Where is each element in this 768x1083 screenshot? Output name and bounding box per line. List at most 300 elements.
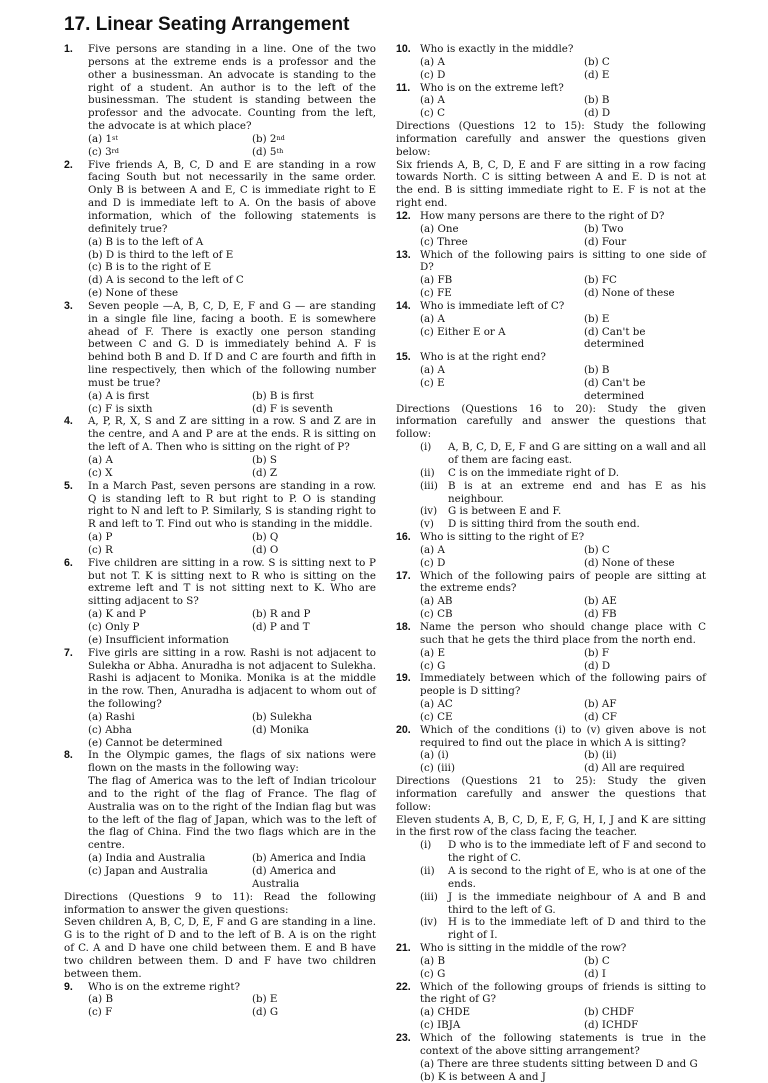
condition-text: J is the immediate neighbour of A and B and third to the left of G. (448, 891, 706, 916)
option-label: (c) 3 (88, 146, 112, 158)
question-number: 6. (64, 557, 73, 570)
option-label: (d) Monika (252, 724, 309, 736)
question-body: How many persons are there to the right of D? (420, 210, 664, 222)
answer-options (396, 313, 706, 352)
question-body: Which of the following pairs is sitting to one side of D? (420, 249, 706, 274)
option-label: (c) E (420, 377, 445, 389)
question-text (64, 480, 376, 531)
option-label: (d) E (584, 69, 609, 81)
condition-text: G is between E and F. (448, 505, 561, 517)
option-label: (d) I (584, 968, 606, 980)
question-number: 14. (396, 300, 411, 313)
question-number: 8. (64, 749, 73, 762)
answer-options (64, 133, 376, 159)
option-label: (c) R (88, 544, 113, 556)
option-label: (b) C (584, 955, 610, 967)
answer-option (584, 326, 706, 352)
option-label: (d) P and T (252, 621, 310, 633)
answer-option (420, 955, 584, 968)
answer-options (396, 56, 706, 82)
question-number: 20. (396, 724, 411, 737)
question-body: Who is sitting in the middle of the row? (420, 942, 626, 954)
answer-option (420, 107, 584, 120)
answer-option (252, 454, 376, 467)
option-label: (b) AE (584, 595, 617, 607)
question-text (64, 749, 376, 852)
question-number: 3. (64, 300, 73, 313)
question-body: Five friends A, B, C, D and E are standing in a row facing South but not necessarily in the same order. Only B is between A and E, C is immediate right to E and D is immediate left to A. On the basis of above information, which of the following statements is definitely true? (88, 159, 376, 235)
option-label: (d) America and Australia (252, 865, 336, 890)
question-text (396, 942, 706, 955)
option-label: (a) AC (420, 698, 453, 710)
option-label: (c) D (420, 69, 445, 81)
answer-option (252, 608, 376, 621)
answer-option (420, 56, 584, 69)
directions-text: Directions (Questions 21 to 25): Study the given information carefully and answer the questions that follow: (396, 775, 706, 814)
option-label: (d) FB (584, 608, 617, 620)
option-label: (c) X (88, 467, 112, 479)
question-number: 18. (396, 621, 411, 634)
answer-option (584, 69, 706, 82)
question-body: Immediately between which of the following pairs of people is D sitting? (420, 672, 706, 697)
condition-item (396, 518, 706, 531)
question-body: Which of the following statements is true in the context of the above sitting arrangement? (420, 1032, 706, 1057)
option-label: (a) A (420, 364, 445, 376)
question-text (396, 82, 706, 95)
option-label: (a) Rashi (88, 711, 135, 723)
option-label: (a) FB (420, 274, 452, 286)
option-label: (b) S (252, 454, 277, 466)
answer-option (420, 377, 584, 403)
answer-options (396, 223, 706, 249)
option-label: (b) C (584, 544, 610, 556)
question-number: 2. (64, 159, 73, 172)
answer-option (584, 236, 706, 249)
answer-option (252, 531, 376, 544)
answer-option (420, 69, 584, 82)
condition-text: H is to the immediate left of D and third to the right of I. (448, 916, 706, 941)
question-text (396, 570, 706, 596)
question-number: 22. (396, 981, 411, 994)
question-body: Who is sitting to the right of E? (420, 531, 584, 543)
answer-option (420, 608, 584, 621)
option-label: (d) O (252, 544, 278, 556)
option-label: (a) A (420, 56, 445, 68)
answer-option (584, 557, 706, 570)
answer-option (584, 107, 706, 120)
answer-option (88, 1006, 252, 1019)
question-text (396, 351, 706, 364)
answer-options (396, 595, 706, 621)
answer-option (420, 647, 584, 660)
answer-option (420, 698, 584, 711)
answer-option (584, 94, 706, 107)
option-label: (b) R and P (252, 608, 311, 620)
answer-option (584, 56, 706, 69)
option-label: (a) A (420, 544, 445, 556)
condition-item (396, 505, 706, 518)
option-label: (b) Q (252, 531, 278, 543)
question-text (396, 981, 706, 1007)
directions-text: Eleven students A, B, C, D, E, F, G, H, I, J and K are sitting in the first row of the class facing the teacher. (396, 814, 706, 840)
option-label: (c) F (88, 1006, 112, 1018)
answer-option: (a) B is to the left of A (64, 236, 376, 249)
option-label: (c) Japan and Australia (88, 865, 208, 877)
answer-options (396, 647, 706, 673)
answer-options (64, 993, 376, 1019)
question-text (64, 415, 376, 454)
option-label: (b) (ii) (584, 749, 617, 761)
option-label: (a) A (420, 313, 445, 325)
answer-option (584, 274, 706, 287)
directions-text: Seven children A, B, C, D, E, F and G are standing in a line. G is to the right of D and to the left of B. A is on the right of C. A and D have one child between them. E and B have two children between them. D and F have two children between them. (64, 916, 376, 980)
answer-options (396, 1006, 706, 1032)
answer-option: (e) Insufficient information (64, 634, 376, 647)
question-number: 19. (396, 672, 411, 685)
question-body: Five children are sitting in a row. S is sitting next to P but not T. K is sitting next to R who is sitting on the extreme left and T is not sitting next to K. Who are sitting adjacent to S? (88, 557, 376, 608)
question-text (396, 43, 706, 56)
option-label: (c) Three (420, 236, 468, 248)
option-label: (a) E (420, 647, 445, 659)
question-number: 11. (396, 82, 410, 95)
question-number: 23. (396, 1032, 411, 1045)
question-body: In the Olympic games, the flags of six nations were flown on the masts in the following way: The flag of America was to the left of Indian tricolour and to the right of the flag of France. The flag of Australia was on to the right of the Indian flag but was to the left of the flag of Japan, which was to the left of the flag of China. Find the two flags which are in the centre. (88, 749, 376, 851)
question-text (64, 647, 376, 711)
directions-text: Directions (Questions 16 to 20): Study the given information carefully and answer the questions that follow: (396, 403, 706, 442)
answer-option (420, 968, 584, 981)
answer-option (420, 1006, 584, 1019)
question-body: Who is exactly in the middle? (420, 43, 573, 55)
answer-option (584, 955, 706, 968)
answer-options (396, 364, 706, 403)
question-number: 9. (64, 981, 73, 994)
answer-option (420, 364, 584, 377)
option-label: (d) D (584, 107, 610, 119)
directions-text: Directions (Questions 9 to 11): Read the following information to answer the given questions: (64, 891, 376, 917)
answer-option (420, 711, 584, 724)
condition-number: (v) (420, 518, 434, 531)
option-label: (b) America and India (252, 852, 366, 864)
question-number: 5. (64, 480, 73, 493)
option-label: (a) AB (420, 595, 452, 607)
answer-option (88, 133, 252, 146)
answer-option (420, 94, 584, 107)
answer-option (584, 364, 706, 377)
left-column (64, 43, 376, 1019)
condition-item (396, 916, 706, 942)
option-label: (c) FE (420, 287, 452, 299)
option-label: (d) Can't be determined (584, 377, 645, 402)
option-label: (b) 2 (252, 133, 276, 145)
question-body: Five persons are standing in a line. One of the two persons at the extreme ends is a professor and the other a businessman. An advocate is standing to the right of a student. An author is to the left of the businessman. The student is standing between the professor and the advocate. Counting from the left, the advocate is at which place? (88, 43, 376, 132)
question-text (396, 210, 706, 223)
answer-option (420, 313, 584, 326)
option-superscript: st (112, 134, 118, 142)
answer-option (88, 467, 252, 480)
option-superscript: th (276, 147, 283, 155)
question-text (64, 43, 376, 133)
option-label: (c) G (420, 660, 445, 672)
answer-option (584, 647, 706, 660)
option-label: (b) E (584, 313, 609, 325)
question-number: 17. (396, 570, 411, 583)
answer-option: (e) None of these (64, 287, 376, 300)
answer-option (252, 993, 376, 1006)
question-body: Who is immediate left of C? (420, 300, 564, 312)
question-text (64, 300, 376, 390)
question-body: Who is on the extreme right? (88, 981, 240, 993)
condition-number: (iii) (420, 891, 438, 904)
answer-option (88, 390, 252, 403)
question-body: Who is at the right end? (420, 351, 546, 363)
question-body: Name the person who should change place with C such that he gets the third place from the north end. (420, 621, 706, 646)
answer-option (252, 852, 376, 865)
answer-option: (d) A is second to the left of C (64, 274, 376, 287)
condition-number: (ii) (420, 467, 435, 480)
option-label: (b) AF (584, 698, 616, 710)
answer-option (88, 724, 252, 737)
answer-option (252, 403, 376, 416)
answer-option: (e) Cannot be determined (64, 737, 376, 750)
option-label: (d) None of these (584, 557, 675, 569)
option-label: (a) A (420, 94, 445, 106)
question-body: Which of the following groups of friends is sitting to the right of G? (420, 981, 706, 1006)
option-label: (c) Only P (88, 621, 139, 633)
answer-option (584, 968, 706, 981)
answer-option (420, 660, 584, 673)
question-text (396, 621, 706, 647)
answer-option (420, 595, 584, 608)
answer-option (252, 544, 376, 557)
option-label: (a) K and P (88, 608, 146, 620)
answer-option (420, 557, 584, 570)
question-text (64, 981, 376, 994)
option-label: (d) All are required (584, 762, 685, 774)
option-label: (a) P (88, 531, 112, 543)
option-label: (c) Either E or A (420, 326, 506, 338)
answer-options (64, 608, 376, 634)
option-superscript: nd (276, 134, 284, 142)
condition-number: (iii) (420, 480, 438, 493)
question-text (396, 724, 706, 750)
condition-item (396, 441, 706, 467)
condition-text: A is second to the right of E, who is at one of the ends. (448, 865, 706, 890)
answer-options (396, 749, 706, 775)
answer-option (88, 403, 252, 416)
option-label: (c) (iii) (420, 762, 455, 774)
answer-options (396, 955, 706, 981)
question-body: In a March Past, seven persons are standing in a row. Q is standing left to R but right to P. O is standing right to N and left to P. Similarly, S is standing right to R and left to T. Find out who is standing in the middle. (88, 480, 376, 531)
question-number: 15. (396, 351, 411, 364)
option-label: (a) CHDE (420, 1006, 470, 1018)
condition-number: (iv) (420, 505, 437, 518)
option-label: (c) Abha (88, 724, 132, 736)
option-label: (d) CF (584, 711, 617, 723)
answer-option (252, 467, 376, 480)
question-body: Which of the conditions (i) to (v) given above is not required to find out the place in which A is sitting? (420, 724, 706, 749)
answer-option (252, 621, 376, 634)
answer-option (252, 865, 376, 891)
answer-options (64, 390, 376, 416)
condition-number: (i) (420, 441, 431, 454)
answer-option (584, 608, 706, 621)
question-number: 13. (396, 249, 411, 262)
answer-option (88, 608, 252, 621)
condition-number: (i) (420, 839, 431, 852)
option-label: (a) (i) (420, 749, 449, 761)
answer-options (396, 698, 706, 724)
option-label: (c) D (420, 557, 445, 569)
option-label: (b) Two (584, 223, 623, 235)
question-body: A, P, R, X, S and Z are sitting in a row. S and Z are in the centre, and A and P are at the ends. R is sitting on the left of A. Then who is sitting on the right of P? (88, 415, 376, 453)
answer-option (420, 236, 584, 249)
option-label: (b) CHDF (584, 1006, 634, 1018)
answer-option (252, 711, 376, 724)
answer-option: (b) D is third to the left of E (64, 249, 376, 262)
option-label: (a) A is first (88, 390, 149, 402)
option-label: (a) One (420, 223, 459, 235)
answer-option (252, 133, 376, 146)
option-label: (d) Can't be determined (584, 326, 645, 351)
answer-option (584, 544, 706, 557)
condition-text: D who is to the immediate left of F and second to the right of C. (448, 839, 706, 864)
question-text (396, 531, 706, 544)
answer-options (396, 544, 706, 570)
question-text (64, 557, 376, 608)
answer-option (88, 852, 252, 865)
answer-option (420, 1019, 584, 1032)
option-label: (b) C (584, 56, 610, 68)
answer-option: (c) B is to the right of E (64, 261, 376, 274)
question-number: 10. (396, 43, 411, 56)
option-label: (c) G (420, 968, 445, 980)
answer-option (584, 1019, 706, 1032)
question-text (396, 300, 706, 313)
answer-option (88, 544, 252, 557)
answer-option (584, 762, 706, 775)
option-label: (a) B (88, 993, 113, 1005)
answer-option (88, 865, 252, 891)
answer-option (584, 377, 706, 403)
option-label: (d) ICHDF (584, 1019, 638, 1031)
option-label: (b) F (584, 647, 609, 659)
option-label: (d) Z (252, 467, 277, 479)
condition-item (396, 839, 706, 865)
question-text (396, 672, 706, 698)
option-label: (c) C (420, 107, 445, 119)
option-label: (c) CE (420, 711, 452, 723)
question-number: 12. (396, 210, 411, 223)
condition-number: (ii) (420, 865, 435, 878)
question-text (396, 249, 706, 275)
answer-option (252, 146, 376, 159)
option-label: (d) F is seventh (252, 403, 333, 415)
question-number: 7. (64, 647, 73, 660)
option-label: (b) E (252, 993, 277, 1005)
right-column (396, 43, 706, 1083)
answer-option (584, 313, 706, 326)
condition-text: C is on the immediate right of D. (448, 467, 619, 479)
option-label: (d) None of these (584, 287, 675, 299)
answer-option (88, 146, 252, 159)
option-label: (c) IBJA (420, 1019, 460, 1031)
option-label: (c) F is sixth (88, 403, 153, 415)
option-label: (d) 5 (252, 146, 276, 158)
answer-option (420, 544, 584, 557)
answer-option (420, 223, 584, 236)
answer-option (420, 762, 584, 775)
answer-option (88, 993, 252, 1006)
question-body: Seven people —A, B, C, D, E, F and G — are standing in a single file line, facing a booth. E is somewhere ahead of F. There is exactly one person standing between C and G. D is immediately behind A. F is behind both B and D. If D and C are fourth and fifth in line respectively, then which of the following number must be true? (88, 300, 376, 389)
question-number: 1. (64, 43, 73, 56)
condition-item (396, 480, 706, 506)
condition-item (396, 467, 706, 480)
answer-options (396, 274, 706, 300)
answer-option (584, 698, 706, 711)
answer-options (64, 852, 376, 891)
directions-text: Six friends A, B, C, D, E and F are sitting in a row facing towards North. C is sitting between A and E. D is not at the end. B is sitting immediate right to E. F is not at the right end. (396, 159, 706, 210)
question-number: 16. (396, 531, 411, 544)
condition-item (396, 865, 706, 891)
page-title: 17. Linear Seating Arrangement (64, 14, 349, 36)
answer-option (584, 287, 706, 300)
directions-text: Directions (Questions 12 to 15): Study the following information carefully and answer the questions given below: (396, 120, 706, 159)
answer-option (252, 1006, 376, 1019)
answer-options (396, 94, 706, 120)
answer-option (88, 621, 252, 634)
answer-option (584, 660, 706, 673)
condition-text: B is at an extreme end and has E as his neighbour. (448, 480, 706, 505)
option-label: (b) B (584, 364, 609, 376)
answer-option (88, 531, 252, 544)
condition-text: D is sitting third from the south end. (448, 518, 640, 530)
option-superscript: rd (112, 147, 119, 155)
question-text (396, 1032, 706, 1058)
answer-option (584, 223, 706, 236)
option-label: (c) CB (420, 608, 453, 620)
answer-option (88, 711, 252, 724)
condition-number: (iv) (420, 916, 437, 929)
answer-option (252, 390, 376, 403)
answer-option (584, 749, 706, 762)
condition-text: A, B, C, D, E, F and G are sitting on a wall and all of them are facing east. (448, 441, 706, 466)
option-label: (a) A (88, 454, 113, 466)
answer-option (420, 326, 584, 352)
option-label: (a) India and Australia (88, 852, 205, 864)
option-label: (d) D (584, 660, 610, 672)
answer-option (88, 454, 252, 467)
answer-option (420, 274, 584, 287)
answer-option (584, 711, 706, 724)
answer-option: (b) K is between A and J (396, 1071, 706, 1083)
option-label: (b) Sulekha (252, 711, 312, 723)
answer-option: (a) There are three students sitting between D and G (396, 1058, 706, 1071)
answer-option (252, 724, 376, 737)
option-label: (d) Four (584, 236, 626, 248)
option-label: (b) FC (584, 274, 617, 286)
option-label: (b) B is first (252, 390, 314, 402)
answer-option (584, 595, 706, 608)
answer-option (420, 749, 584, 762)
question-body: Five girls are sitting in a row. Rashi is not adjacent to Sulekha or Abha. Anuradha is not adjacent to Sulekha. Rashi is adjacent to Monika. Monika is at the middle in the row. Then, Anuradha is adjacent to whom out of the following? (88, 647, 376, 710)
option-label: (a) B (420, 955, 445, 967)
question-number: 4. (64, 415, 73, 428)
option-label: (d) G (252, 1006, 278, 1018)
question-number: 21. (396, 942, 411, 955)
question-body: Which of the following pairs of people are sitting at the extreme ends? (420, 570, 706, 595)
option-label: (b) B (584, 94, 609, 106)
question-body: Who is on the extreme left? (420, 82, 564, 94)
